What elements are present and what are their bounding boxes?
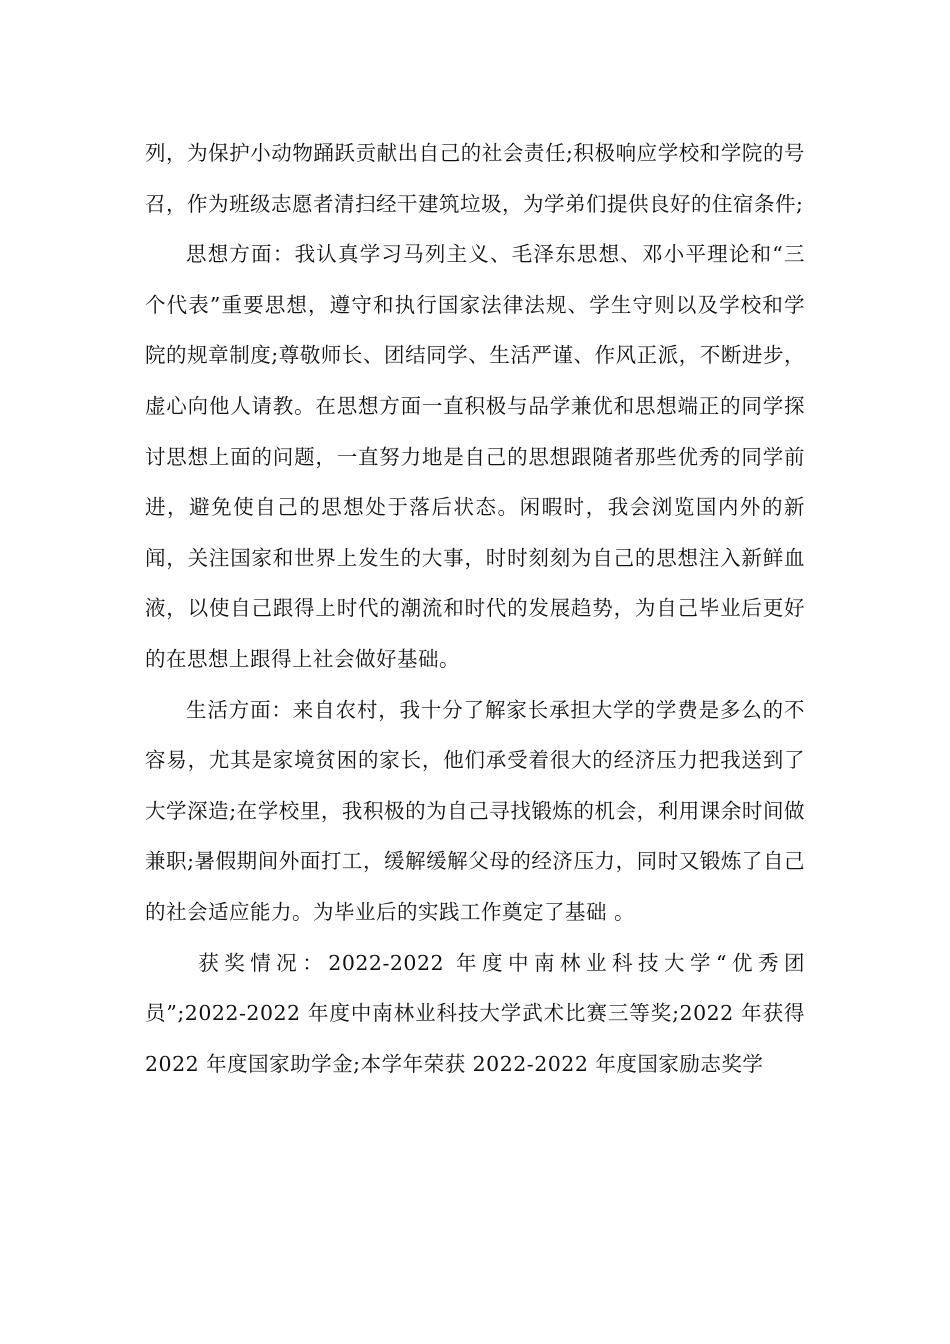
document-body <box>145 128 805 1089</box>
paragraph-awards: 获奖情况：2022-2022 年度中南林业科技大学“优秀团员”;2022-2022 年度中南林业科技大学武术比赛三等奖;2022 年获得 2022 年度国家助学金;本学年荣获 2022-2022 年度国家励志奖学 <box>145 950 805 1076</box>
paragraph-volunteer: 列，为保护小动物踊跃贡献出自己的社会责任;积极响应学校和学院的号召，作为班级志愿者清扫经干建筑垃圾，为学弟们提供良好的住宿条件; <box>145 141 805 216</box>
paragraph-ideology: 思想方面：我认真学习马列主义、毛泽东思想、邓小平理论和“三个代表”重要思想，遵守和执行国家法律法规、学生守则以及学校和学院的规章制度;尊敬师长、团结同学、生活严谨、作风正派，不断进步，虚心向他人请教。在思想方面一直积极与品学兼优和思想端正的同学探讨思想上面的问题，一直努力地是自己的思想跟随者那些优秀的同学前进，避免使自己的思想处于落后状态。闲暇时，我会浏览国内外的新闻，关注国家和世界上发生的大事，时时刻刻为自己的思想注入新鲜血液，以使自己跟得上时代的潮流和时代的发展趋势，为自己毕业后更好的在思想上跟得上社会做好基础。 <box>145 242 805 671</box>
paragraph-life: 生活方面：来自农村，我十分了解家长承担大学的学费是多么的不容易，尤其是家境贫困的家长，他们承受着很大的经济压力把我送到了大学深造;在学校里，我积极的为自己寻找锻炼的机会，利用课余时间做兼职;暑假期间外面打工，缓解缓解父母的经济压力，同时又锻炼了自己的社会适应能力。为毕业后的实践工作奠定了基础 。 <box>145 697 805 924</box>
